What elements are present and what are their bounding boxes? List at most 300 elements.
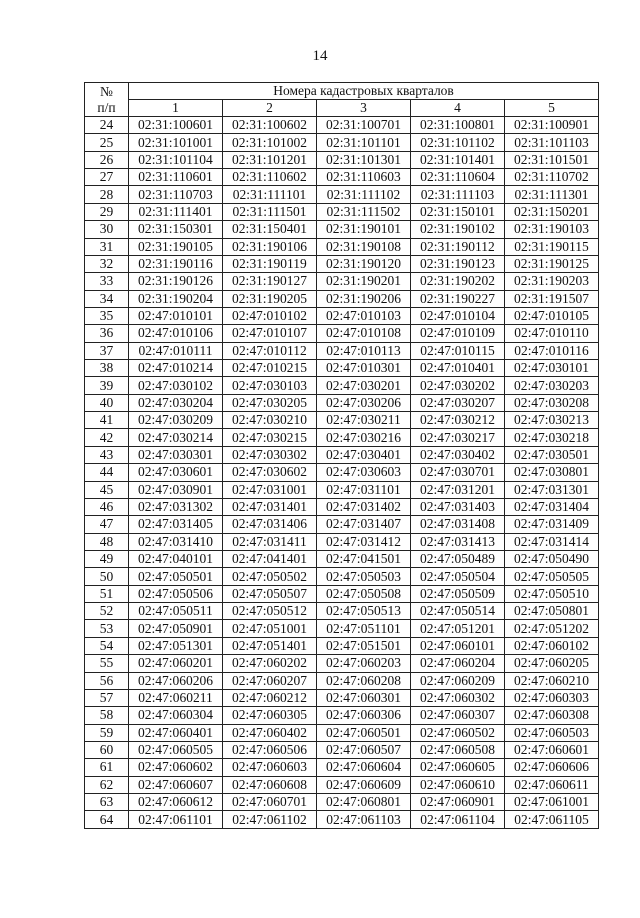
cadastral-number-cell: 02:47:030103 (223, 377, 317, 394)
cadastral-number-cell: 02:47:060601 (505, 741, 599, 758)
table-row (85, 429, 599, 446)
table-row (85, 637, 599, 654)
cadastral-number-cell: 02:47:031404 (505, 498, 599, 515)
cadastral-number-cell: 02:47:060507 (317, 741, 411, 758)
cadastral-number-cell: 02:31:190227 (411, 290, 505, 307)
cadastral-number-cell: 02:47:030101 (505, 360, 599, 377)
row-number-cell: 44 (85, 464, 129, 481)
cadastral-number-cell: 02:47:030201 (317, 377, 411, 394)
cadastral-number-cell: 02:47:060612 (129, 794, 223, 811)
cadastral-number-cell: 02:47:031402 (317, 498, 411, 515)
cadastral-number-cell: 02:31:191507 (505, 290, 599, 307)
row-number-cell: 50 (85, 568, 129, 585)
cadastral-number-cell: 02:31:111103 (411, 186, 505, 203)
column-number-1: 1 (129, 100, 223, 117)
cadastral-number-cell: 02:47:031101 (317, 481, 411, 498)
column-number-row (85, 100, 599, 117)
table-row (85, 394, 599, 411)
column-number-4: 4 (411, 100, 505, 117)
cadastral-number-cell: 02:31:150201 (505, 203, 599, 220)
cadastral-number-cell: 02:47:050504 (411, 568, 505, 585)
table-row (85, 568, 599, 585)
cadastral-number-cell: 02:47:060604 (317, 759, 411, 776)
cadastral-number-cell: 02:31:190112 (411, 238, 505, 255)
cadastral-number-cell: 02:47:050510 (505, 585, 599, 602)
row-number-cell: 49 (85, 550, 129, 567)
cadastral-number-cell: 02:31:101201 (223, 151, 317, 168)
column-number-3: 3 (317, 100, 411, 117)
cadastral-number-cell: 02:47:061001 (505, 794, 599, 811)
row-number-cell: 32 (85, 255, 129, 272)
table-row (85, 533, 599, 550)
cadastral-number-cell: 02:47:030215 (223, 429, 317, 446)
cadastral-number-cell: 02:31:110703 (129, 186, 223, 203)
cadastral-number-cell: 02:47:060606 (505, 759, 599, 776)
cadastral-number-cell: 02:31:190115 (505, 238, 599, 255)
cadastral-number-cell: 02:47:030701 (411, 464, 505, 481)
cadastral-number-cell: 02:47:050490 (505, 550, 599, 567)
cadastral-number-cell: 02:47:010215 (223, 360, 317, 377)
cadastral-number-cell: 02:31:110602 (223, 169, 317, 186)
cadastral-number-cell: 02:47:060208 (317, 672, 411, 689)
cadastral-number-cell: 02:47:030209 (129, 412, 223, 429)
cadastral-number-cell: 02:47:060801 (317, 794, 411, 811)
row-number-cell: 40 (85, 394, 129, 411)
table-row (85, 221, 599, 238)
cadastral-number-cell: 02:47:031403 (411, 498, 505, 515)
row-number-cell: 45 (85, 481, 129, 498)
cadastral-number-cell: 02:47:060402 (223, 724, 317, 741)
cadastral-number-cell: 02:47:051401 (223, 637, 317, 654)
row-number-cell: 34 (85, 290, 129, 307)
cadastral-number-cell: 02:47:060211 (129, 689, 223, 706)
row-number-cell: 59 (85, 724, 129, 741)
row-number-cell: 51 (85, 585, 129, 602)
cadastral-number-cell: 02:31:100602 (223, 117, 317, 134)
cadastral-number-cell: 02:31:190205 (223, 290, 317, 307)
table-row (85, 290, 599, 307)
cadastral-number-cell: 02:47:031408 (411, 516, 505, 533)
row-number-cell: 31 (85, 238, 129, 255)
table-row (85, 655, 599, 672)
cadastral-number-cell: 02:47:060503 (505, 724, 599, 741)
table-row (85, 811, 599, 828)
row-number-cell: 36 (85, 325, 129, 342)
cadastral-number-cell: 02:47:031409 (505, 516, 599, 533)
cadastral-number-cell: 02:47:061102 (223, 811, 317, 828)
cadastral-number-cell: 02:31:111101 (223, 186, 317, 203)
cadastral-number-cell: 02:47:060209 (411, 672, 505, 689)
row-number-cell: 63 (85, 794, 129, 811)
cadastral-number-cell: 02:47:010102 (223, 307, 317, 324)
cadastral-number-cell: 02:47:031414 (505, 533, 599, 550)
cadastral-number-cell: 02:47:060502 (411, 724, 505, 741)
table-row (85, 516, 599, 533)
cadastral-number-cell: 02:47:060701 (223, 794, 317, 811)
cadastral-number-cell: 02:31:190108 (317, 238, 411, 255)
row-number-cell: 52 (85, 603, 129, 620)
group-header: Номера кадастровых кварталов (129, 83, 599, 100)
cadastral-number-cell: 02:47:031411 (223, 533, 317, 550)
cadastral-number-cell: 02:47:060210 (505, 672, 599, 689)
cadastral-number-cell: 02:47:060308 (505, 707, 599, 724)
table-row (85, 377, 599, 394)
row-number-cell: 53 (85, 620, 129, 637)
cadastral-number-cell: 02:47:030102 (129, 377, 223, 394)
table-row (85, 169, 599, 186)
cadastral-number-cell: 02:31:190203 (505, 273, 599, 290)
cadastral-number-cell: 02:47:060602 (129, 759, 223, 776)
cadastral-number-cell: 02:47:060203 (317, 655, 411, 672)
table-row (85, 342, 599, 359)
cadastral-number-cell: 02:47:060102 (505, 637, 599, 654)
cadastral-number-cell: 02:47:061104 (411, 811, 505, 828)
cadastral-number-cell: 02:47:050801 (505, 603, 599, 620)
cadastral-number-cell: 02:31:101301 (317, 151, 411, 168)
cadastral-number-cell: 02:47:050503 (317, 568, 411, 585)
cadastral-number-cell: 02:47:050505 (505, 568, 599, 585)
cadastral-number-cell: 02:47:050489 (411, 550, 505, 567)
cadastral-number-cell: 02:47:050513 (317, 603, 411, 620)
cadastral-number-cell: 02:47:030213 (505, 412, 599, 429)
cadastral-number-cell: 02:47:030205 (223, 394, 317, 411)
row-number-header-symbol: № (100, 83, 113, 99)
cadastral-number-cell: 02:47:050508 (317, 585, 411, 602)
cadastral-number-cell: 02:47:030208 (505, 394, 599, 411)
row-number-cell: 27 (85, 169, 129, 186)
table-row (85, 117, 599, 134)
cadastral-number-cell: 02:47:031410 (129, 533, 223, 550)
row-number-cell: 39 (85, 377, 129, 394)
cadastral-number-cell: 02:47:030302 (223, 446, 317, 463)
cadastral-number-cell: 02:47:040101 (129, 550, 223, 567)
cadastral-number-cell: 02:47:051201 (411, 620, 505, 637)
cadastral-number-cell: 02:47:060212 (223, 689, 317, 706)
table-row (85, 498, 599, 515)
cadastral-number-cell: 02:47:010301 (317, 360, 411, 377)
cadastral-number-cell: 02:47:050509 (411, 585, 505, 602)
cadastral-number-cell: 02:47:030217 (411, 429, 505, 446)
cadastral-number-cell: 02:47:031201 (411, 481, 505, 498)
cadastral-number-cell: 02:47:060302 (411, 689, 505, 706)
cadastral-number-cell: 02:47:060505 (129, 741, 223, 758)
table-row (85, 672, 599, 689)
row-number-cell: 37 (85, 342, 129, 359)
table-row (85, 238, 599, 255)
row-number-cell: 24 (85, 117, 129, 134)
cadastral-number-cell: 02:47:060301 (317, 689, 411, 706)
cadastral-number-cell: 02:47:010111 (129, 342, 223, 359)
row-number-cell: 25 (85, 134, 129, 151)
cadastral-number-cell: 02:31:110601 (129, 169, 223, 186)
cadastral-number-cell: 02:31:101102 (411, 134, 505, 151)
row-number-cell: 56 (85, 672, 129, 689)
cadastral-number-cell: 02:47:030501 (505, 446, 599, 463)
cadastral-number-cell: 02:47:051301 (129, 637, 223, 654)
cadastral-number-cell: 02:47:060506 (223, 741, 317, 758)
cadastral-number-cell: 02:47:051202 (505, 620, 599, 637)
cadastral-number-cell: 02:47:010103 (317, 307, 411, 324)
cadastral-number-cell: 02:31:190119 (223, 255, 317, 272)
row-number-cell: 42 (85, 429, 129, 446)
cadastral-number-cell: 02:31:190126 (129, 273, 223, 290)
cadastral-number-cell: 02:47:031302 (129, 498, 223, 515)
column-number-2: 2 (223, 100, 317, 117)
cadastral-number-cell: 02:47:030602 (223, 464, 317, 481)
cadastral-number-cell: 02:31:100701 (317, 117, 411, 134)
cadastral-number-cell: 02:47:030206 (317, 394, 411, 411)
cadastral-number-cell: 02:47:041501 (317, 550, 411, 567)
cadastral-number-cell: 02:47:010101 (129, 307, 223, 324)
table-row (85, 741, 599, 758)
cadastral-number-cell: 02:47:060304 (129, 707, 223, 724)
column-number-5: 5 (505, 100, 599, 117)
cadastral-number-cell: 02:47:030212 (411, 412, 505, 429)
row-number-cell: 61 (85, 759, 129, 776)
cadastral-number-cell: 02:47:031407 (317, 516, 411, 533)
table-row (85, 794, 599, 811)
cadastral-number-cell: 02:31:110604 (411, 169, 505, 186)
row-number-cell: 38 (85, 360, 129, 377)
table-row (85, 325, 599, 342)
cadastral-number-cell: 02:47:031406 (223, 516, 317, 533)
cadastral-number-cell: 02:47:060204 (411, 655, 505, 672)
cadastral-number-cell: 02:31:111301 (505, 186, 599, 203)
cadastral-number-cell: 02:31:111401 (129, 203, 223, 220)
cadastral-number-cell: 02:47:051101 (317, 620, 411, 637)
cadastral-number-cell: 02:31:111502 (317, 203, 411, 220)
table-row (85, 255, 599, 272)
table-row (85, 412, 599, 429)
cadastral-number-cell: 02:31:190103 (505, 221, 599, 238)
cadastral-number-cell: 02:31:110702 (505, 169, 599, 186)
row-number-cell: 26 (85, 151, 129, 168)
cadastral-number-cell: 02:47:010113 (317, 342, 411, 359)
row-number-cell: 54 (85, 637, 129, 654)
cadastral-number-cell: 02:47:030401 (317, 446, 411, 463)
table-row (85, 585, 599, 602)
cadastral-number-cell: 02:31:101103 (505, 134, 599, 151)
cadastral-number-cell: 02:47:030603 (317, 464, 411, 481)
cadastral-number-cell: 02:47:060207 (223, 672, 317, 689)
table-row (85, 134, 599, 151)
cadastral-number-cell: 02:47:050514 (411, 603, 505, 620)
cadastral-number-cell: 02:47:031001 (223, 481, 317, 498)
cadastral-number-cell: 02:47:050901 (129, 620, 223, 637)
cadastral-number-cell: 02:31:190125 (505, 255, 599, 272)
cadastral-number-cell: 02:47:030402 (411, 446, 505, 463)
cadastral-number-cell: 02:47:030207 (411, 394, 505, 411)
cadastral-number-cell: 02:47:050511 (129, 603, 223, 620)
cadastral-number-cell: 02:31:111102 (317, 186, 411, 203)
cadastral-number-cell: 02:47:030210 (223, 412, 317, 429)
cadastral-number-cell: 02:47:010214 (129, 360, 223, 377)
cadastral-number-cell: 02:47:010108 (317, 325, 411, 342)
cadastral-number-cell: 02:47:060501 (317, 724, 411, 741)
cadastral-number-cell: 02:31:190106 (223, 238, 317, 255)
cadastral-number-cell: 02:47:061105 (505, 811, 599, 828)
row-number-cell: 47 (85, 516, 129, 533)
row-number-header (85, 83, 129, 117)
cadastral-number-cell: 02:31:190206 (317, 290, 411, 307)
cadastral-number-cell: 02:31:150301 (129, 221, 223, 238)
cadastral-number-cell: 02:31:101401 (411, 151, 505, 168)
row-number-cell: 35 (85, 307, 129, 324)
cadastral-number-cell: 02:47:060901 (411, 794, 505, 811)
cadastral-number-cell: 02:47:061101 (129, 811, 223, 828)
table-row (85, 360, 599, 377)
table-row (85, 307, 599, 324)
row-number-cell: 41 (85, 412, 129, 429)
cadastral-number-cell: 02:31:190123 (411, 255, 505, 272)
row-number-cell: 64 (85, 811, 129, 828)
cadastral-number-cell: 02:47:060611 (505, 776, 599, 793)
cadastral-number-cell: 02:47:031401 (223, 498, 317, 515)
page-number: 14 (312, 48, 328, 64)
cadastral-number-cell: 02:47:060201 (129, 655, 223, 672)
cadastral-number-cell: 02:31:100901 (505, 117, 599, 134)
cadastral-number-cell: 02:47:051501 (317, 637, 411, 654)
table-row (85, 446, 599, 463)
table-row (85, 186, 599, 203)
cadastral-number-cell: 02:31:101104 (129, 151, 223, 168)
cadastral-number-cell: 02:47:060205 (505, 655, 599, 672)
cadastral-number-cell: 02:31:101002 (223, 134, 317, 151)
cadastral-number-cell: 02:47:010401 (411, 360, 505, 377)
cadastral-number-cell: 02:31:190101 (317, 221, 411, 238)
cadastral-number-cell: 02:31:190127 (223, 273, 317, 290)
cadastral-number-cell: 02:31:190201 (317, 273, 411, 290)
cadastral-number-cell: 02:31:150401 (223, 221, 317, 238)
cadastral-number-cell: 02:47:031405 (129, 516, 223, 533)
cadastral-number-cell: 02:47:050507 (223, 585, 317, 602)
row-number-cell: 30 (85, 221, 129, 238)
cadastral-number-cell: 02:47:050501 (129, 568, 223, 585)
cadastral-number-cell: 02:47:010112 (223, 342, 317, 359)
cadastral-number-cell: 02:47:060609 (317, 776, 411, 793)
row-number-cell: 60 (85, 741, 129, 758)
table-body (85, 117, 599, 829)
cadastral-number-cell: 02:47:060206 (129, 672, 223, 689)
row-number-cell: 58 (85, 707, 129, 724)
cadastral-number-cell: 02:47:010106 (129, 325, 223, 342)
cadastral-number-cell: 02:47:030801 (505, 464, 599, 481)
row-number-cell: 48 (85, 533, 129, 550)
table-row (85, 724, 599, 741)
row-number-cell: 55 (85, 655, 129, 672)
table-row (85, 776, 599, 793)
cadastral-number-cell: 02:47:060607 (129, 776, 223, 793)
cadastral-number-cell: 02:47:030203 (505, 377, 599, 394)
cadastral-number-cell: 02:47:030601 (129, 464, 223, 481)
cadastral-number-cell: 02:47:010105 (505, 307, 599, 324)
cadastral-number-cell: 02:31:101101 (317, 134, 411, 151)
cadastral-number-cell: 02:47:060305 (223, 707, 317, 724)
row-number-header-abbr: п/п (97, 99, 116, 115)
cadastral-number-cell: 02:47:060202 (223, 655, 317, 672)
cadastral-number-cell: 02:31:150101 (411, 203, 505, 220)
table-row (85, 620, 599, 637)
cadastral-number-cell: 02:47:010116 (505, 342, 599, 359)
cadastral-number-cell: 02:31:110603 (317, 169, 411, 186)
cadastral-number-cell: 02:31:190105 (129, 238, 223, 255)
table-row (85, 550, 599, 567)
cadastral-number-cell: 02:47:060608 (223, 776, 317, 793)
cadastral-number-cell: 02:31:101001 (129, 134, 223, 151)
row-number-cell: 28 (85, 186, 129, 203)
table-row (85, 603, 599, 620)
table-row (85, 464, 599, 481)
cadastral-number-cell: 02:47:050502 (223, 568, 317, 585)
cadastral-number-cell: 02:47:030211 (317, 412, 411, 429)
table-row (85, 689, 599, 706)
row-number-cell: 33 (85, 273, 129, 290)
cadastral-number-cell: 02:47:010110 (505, 325, 599, 342)
cadastral-number-cell: 02:47:041401 (223, 550, 317, 567)
cadastral-number-cell: 02:47:060610 (411, 776, 505, 793)
row-number-cell: 43 (85, 446, 129, 463)
cadastral-number-cell: 02:31:190116 (129, 255, 223, 272)
cadastral-number-cell: 02:47:061103 (317, 811, 411, 828)
cadastral-number-cell: 02:47:060303 (505, 689, 599, 706)
row-number-cell: 62 (85, 776, 129, 793)
cadastral-number-cell: 02:47:030301 (129, 446, 223, 463)
cadastral-number-cell: 02:31:190202 (411, 273, 505, 290)
cadastral-number-cell: 02:47:030216 (317, 429, 411, 446)
cadastral-number-cell: 02:47:060307 (411, 707, 505, 724)
cadastral-number-cell: 02:47:060605 (411, 759, 505, 776)
cadastral-number-cell: 02:47:050512 (223, 603, 317, 620)
cadastral-number-cell: 02:31:190204 (129, 290, 223, 307)
cadastral-number-cell: 02:47:030202 (411, 377, 505, 394)
cadastral-number-cell: 02:47:060401 (129, 724, 223, 741)
cadastral-number-cell: 02:31:100601 (129, 117, 223, 134)
cadastral-number-cell: 02:47:030204 (129, 394, 223, 411)
cadastral-number-cell: 02:47:030214 (129, 429, 223, 446)
table-row (85, 759, 599, 776)
table-row (85, 273, 599, 290)
table-row (85, 151, 599, 168)
table-row (85, 481, 599, 498)
table-row (85, 707, 599, 724)
cadastral-number-cell: 02:31:190120 (317, 255, 411, 272)
cadastral-number-cell: 02:47:031412 (317, 533, 411, 550)
cadastral-number-cell: 02:31:190102 (411, 221, 505, 238)
row-number-cell: 46 (85, 498, 129, 515)
cadastral-number-cell: 02:47:010109 (411, 325, 505, 342)
cadastral-number-cell: 02:47:010107 (223, 325, 317, 342)
cadastral-number-cell: 02:47:031301 (505, 481, 599, 498)
cadastral-number-cell: 02:47:060603 (223, 759, 317, 776)
cadastral-number-cell: 02:47:060306 (317, 707, 411, 724)
cadastral-number-cell: 02:47:010115 (411, 342, 505, 359)
cadastral-number-cell: 02:47:060508 (411, 741, 505, 758)
cadastral-number-cell: 02:47:060101 (411, 637, 505, 654)
cadastral-quarters-table (84, 82, 599, 829)
row-number-cell: 57 (85, 689, 129, 706)
cadastral-number-cell: 02:31:100801 (411, 117, 505, 134)
cadastral-number-cell: 02:47:051001 (223, 620, 317, 637)
row-number-cell: 29 (85, 203, 129, 220)
cadastral-number-cell: 02:47:030901 (129, 481, 223, 498)
table-row (85, 203, 599, 220)
cadastral-number-cell: 02:47:010104 (411, 307, 505, 324)
cadastral-number-cell: 02:31:101501 (505, 151, 599, 168)
cadastral-number-cell: 02:47:030218 (505, 429, 599, 446)
cadastral-number-cell: 02:31:111501 (223, 203, 317, 220)
cadastral-number-cell: 02:47:031413 (411, 533, 505, 550)
cadastral-number-cell: 02:47:050506 (129, 585, 223, 602)
